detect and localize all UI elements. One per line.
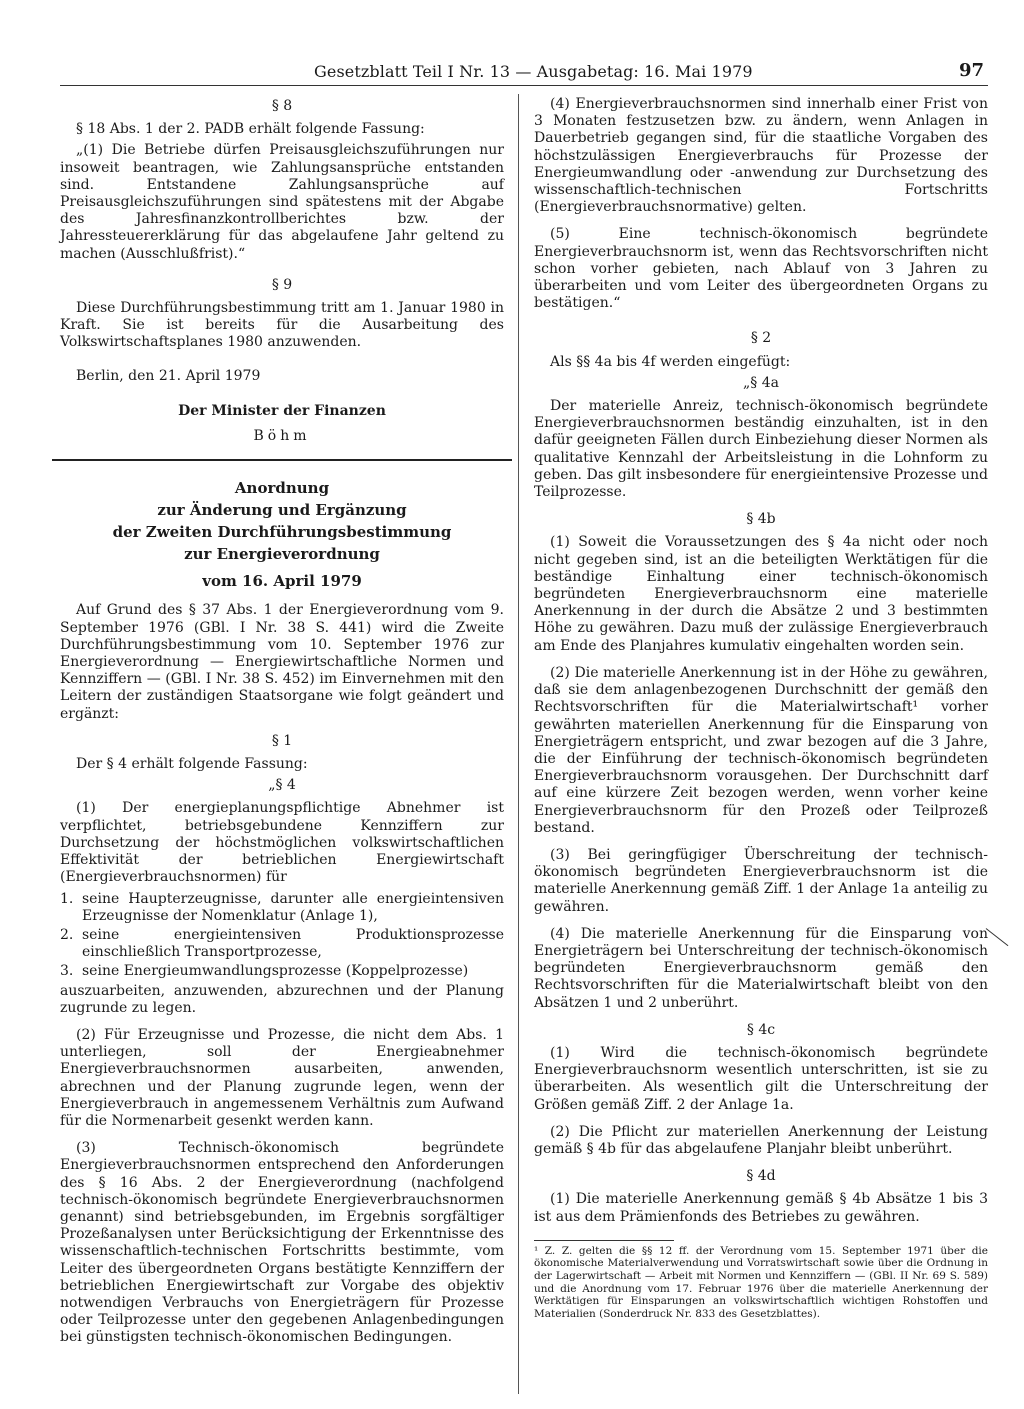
list-item bbox=[60, 891, 504, 925]
document-date: vom 16. April 1979 bbox=[202, 572, 362, 591]
paragraph: (3) Technisch-ökonomisch begründete Energieverbrauchsnormen entsprechend den Anforderungen des § 16 Abs. 2 der Energieverordnung (nachfolgend technisch-ökonomisch begründete Energieverbrauchsnormen genannt) sind betriebsgebunden, im Ergebnis sorgfältiger Prozeßanalysen unter Berücksichtigung der Erkenntnisse des wissenschaftlich-technischen Fortschritts bestimmte, vom Leiter des übergeordneten Organs bestätigte Kennziffern der betrieblichen Energiewirtschaft zur Vorgabe des objektiv notwendigen Verbrauchs von Energieträgern für Prozesse oder Teilprozesse unter den gegebenen Anlagenbedingungen bei günstigsten technisch-ökonomischen Bedingungen. bbox=[60, 1140, 504, 1346]
list-number: 2. bbox=[60, 926, 74, 943]
minister-name: Böhm bbox=[253, 428, 311, 445]
list-item bbox=[60, 963, 504, 980]
paragraph: Als §§ 4a bis 4f werden eingefügt: bbox=[550, 353, 791, 370]
title-line: der Zweiten Durchführungsbestimmung bbox=[112, 523, 452, 542]
list-item bbox=[60, 927, 504, 961]
column-divider bbox=[518, 94, 519, 1394]
right-column bbox=[534, 96, 988, 1320]
list-text: seine energieintensiven Produktionsprozesse einschließlich Transportprozesse, bbox=[82, 926, 504, 961]
page-header bbox=[60, 62, 988, 86]
title-line: Anordnung bbox=[234, 479, 330, 498]
list-text: seine Haupterzeugnisse, darunter alle energieintensiven Erzeugnisse der Nomenklatur (Anlage 1), bbox=[82, 890, 504, 924]
header-rule bbox=[60, 85, 988, 86]
paragraph: (4) Energieverbrauchsnormen sind innerhalb einer Frist von 3 Monaten festzusetzen bzw. zu ändern, wenn Anlagen in Dauerbetrieb gegangen sind, für die staatliche Vorgaben des höchstzulässigen Energieverbrauchs für Prozesse der Energieumwandlung oder -anwendung zur Durchsetzung des wissenschaftlich-technischen Fortschritts (Energieverbrauchsnormative) gelten. bbox=[534, 96, 988, 216]
title-line: zur Energieverordnung bbox=[184, 545, 380, 564]
paragraph: (1) Die materielle Anerkennung gemäß § 4b Absätze 1 bis 3 ist aus dem Prämienfonds des Betriebes zu gewähren. bbox=[534, 1191, 988, 1225]
paragraph: (1) Wird die technisch-ökonomisch begründete Energieverbrauchsnorm wesentlich unterschritten, ist sie zu überarbeiten. Als wesentlich gilt die Unterschreitung der Größen gemäß Ziff. 2 der Anlage 1a. bbox=[534, 1044, 988, 1113]
paragraph: Der § 4 erhält folgende Fassung: bbox=[76, 756, 308, 773]
footnote: ¹ Z. Z. gelten die §§ 12 ff. der Verordnung vom 15. September 1971 über die ökonomische Materialverwendung und Vorratswirtschaft sowie über die Ordnung in der Lagerwirtschaft — Arbeit mit Normen und Kennziffern — (GBl. II Nr. 69 S. 589) und die Anordnung vom 17. Februar 1976 über die materielle Anerkennung der Werktätigen für Einsparungen an volkswirtschaftlich wichtigen Rohstoffen und Materialien (Sonderdruck Nr. 833 des Gesetzblattes). bbox=[534, 1244, 988, 1320]
paragraph: auszuarbeiten, anzuwenden, abzurechnen und der Planung zugrunde zu legen. bbox=[60, 982, 504, 1016]
paragraph: (4) Die materielle Anerkennung für die Einsparung von Energieträgern bei Unterschreitung der technisch-ökonomisch begründeten Energieverbrauchsnorm gemäß den Rechtsvorschriften für die Materialwirtschaft bleibt von den Absätzen 1 und 2 unberührt. bbox=[534, 925, 988, 1011]
list-number: 3. bbox=[60, 963, 74, 980]
paragraph: (5) Eine technisch-ökonomisch begründete Energieverbrauchsnorm ist, wenn das Rechtsvorschriften nicht schon vorher gebieten, nach Ablauf von 3 Jahren zu überarbeiten und vom Leiter des übergeordneten Organs zu bestätigen.“ bbox=[534, 226, 988, 312]
paragraph: (2) Die Pflicht zur materiellen Anerkennung der Leistung gemäß § 4b für das abgelaufene Planjahr bleibt unberührt. bbox=[534, 1123, 988, 1157]
paragraph: (1) Der energieplanungspflichtige Abnehmer ist verpflichtet, betriebsgebundene Kennziffern zur Durchsetzung der höchstmöglichen volkswirtschaftlichen Effektivität der betrieblichen Energiewirtschaft (Energieverbrauchsnormen) für bbox=[60, 800, 504, 886]
paragraph: Der materielle Anreiz, technisch-ökonomisch begründete Energieverbrauchsnormen beständig einzuhalten, ist in den dafür geeigneten Fällen durch Einbeziehung dieser Normen als qualitative Kennzahl der Arbeitsleistung in die Lohnform zu geben. Das gilt insbesondere für energieintensive Prozesse und Teilprozesse. bbox=[534, 398, 988, 501]
list-text: seine Energieumwandlungsprozesse (Koppelprozesse) bbox=[82, 963, 469, 980]
section-separator bbox=[52, 459, 512, 461]
section-heading-4d: § 4d bbox=[746, 1168, 776, 1185]
paragraph: (2) Die materielle Anerkennung ist in der Höhe zu gewähren, daß sie dem anlagenbezogenen Durchschnitt der gemäß den Rechtsvorschriften für die Materialwirtschaft¹ vorher gewährten materiellen Anerkennung für die Einsparung von Energieträgern entspricht, und zwar bezogen auf die 3 Jahre, die der Einführung der technisch-ökonomisch begründeten Energieverbrauchsnorm vorausgehen. Der Durchschnitt darf auf eine kürzere Zeit bezogen werden, wenn vorher keine Energieverbrauchsnorm für den Prozeß oder Teilprozeß bestand. bbox=[534, 664, 988, 836]
paragraph: § 18 Abs. 1 der 2. PADB erhält folgende Fassung: bbox=[76, 121, 425, 138]
title-line: zur Änderung und Ergänzung bbox=[157, 501, 407, 520]
section-heading-2: § 2 bbox=[750, 330, 772, 347]
section-heading-4c: § 4c bbox=[746, 1021, 776, 1038]
header-title: Gesetzblatt Teil I Nr. 13 — Ausgabetag: 16. Mai 1979 bbox=[314, 62, 753, 81]
page-number: 97 bbox=[958, 60, 984, 81]
document-title bbox=[60, 477, 504, 565]
left-column bbox=[60, 94, 504, 1351]
margin-mark bbox=[986, 928, 1009, 946]
paragraph: „(1) Die Betriebe dürfen Preisausgleichszuführungen nur insoweit beantragen, wie Zahlungsansprüche entstanden sind. Entstandene Zahlungsansprüche auf Preisausgleichszuführungen sind spätestens mit der Abgabe des Jahresfinanzkontrollberichtes bzw. der Jahressteuererklärung für das abgelaufene Jahr geltend zu machen (Ausschlußfrist).“ bbox=[60, 142, 504, 262]
section-heading-9: § 9 bbox=[271, 276, 293, 293]
footnote-rule bbox=[534, 1240, 674, 1241]
minister-title: Der Minister der Finanzen bbox=[178, 402, 386, 419]
paragraph: (3) Bei geringfügiger Überschreitung der technisch-ökonomisch begründeten Energieverbrauchsnorm ist die materielle Anerkennung gemäß Ziff. 1 der Anlage 1a anteilig zu gewähren. bbox=[534, 846, 988, 915]
paragraph: Auf Grund des § 37 Abs. 1 der Energieverordnung vom 9. September 1976 (GBl. I Nr. 38 S. 441) wird die Zweite Durchführungsbestimmung vom 10. September 1976 zur Energieverordnung — Energiewirtschaftliche Normen und Kennziffern — (GBl. I Nr. 38 S. 452) im Einvernehmen mit den Leitern der zuständigen Staatsorgane wie folgt geändert und ergänzt: bbox=[60, 602, 504, 722]
section-heading-8: § 8 bbox=[271, 98, 293, 114]
place-date: Berlin, den 21. April 1979 bbox=[76, 367, 261, 384]
section-heading-4: „§ 4 bbox=[268, 777, 296, 794]
paragraph: Diese Durchführungsbestimmung tritt am 1. Januar 1980 in Kraft. Sie ist bereits für die Ausarbeitung des Volkswirtschaftsplanes 1980 anzuwenden. bbox=[60, 300, 504, 351]
paragraph: (2) Für Erzeugnisse und Prozesse, die nicht dem Abs. 1 unterliegen, soll der Energieabnehmer Energieverbrauchsnormen ausarbeiten, anwenden, abrechnen und der Planung zugrunde legen, wenn der Energieverbrauch in angemessenem Verhältnis zum Aufwand für die Normenarbeit gesenkt werden kann. bbox=[60, 1026, 504, 1129]
section-heading-4b: § 4b bbox=[746, 511, 776, 528]
list-number: 1. bbox=[60, 890, 74, 907]
section-heading-4a: „§ 4a bbox=[743, 374, 779, 391]
section-heading-1: § 1 bbox=[271, 732, 293, 749]
paragraph: (1) Soweit die Voraussetzungen des § 4a nicht oder noch nicht gegeben sind, ist an die beteiligten Werktätigen für die beständige Einhaltung einer technisch-ökonomisch begründeten Energieverbrauchsnorm eine materielle Anerkennung in der durch die Absätze 2 und 3 bestimmten Höhe zu gewähren. Dazu muß der zulässige Energieverbrauch am Ende des Planjahres kumulativ eingehalten worden sein. bbox=[534, 534, 988, 654]
